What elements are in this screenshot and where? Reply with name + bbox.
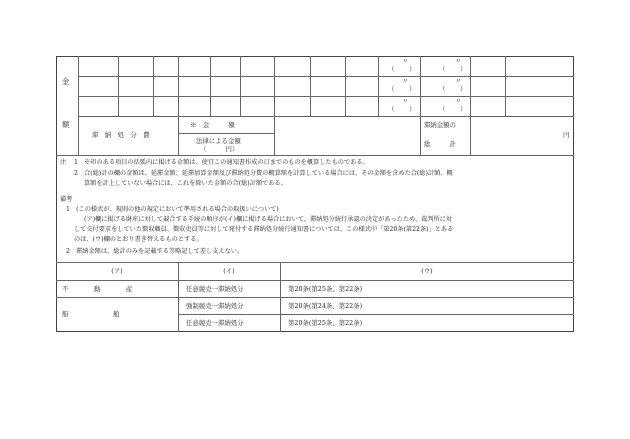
grid-line xyxy=(78,56,79,155)
paren-open: （ xyxy=(388,85,395,93)
grid-line xyxy=(310,56,311,116)
grid-line xyxy=(78,116,574,117)
grid-line xyxy=(118,56,119,116)
header-a: (ア) xyxy=(111,267,123,275)
grid-line xyxy=(56,297,574,298)
ditto-mark: 〃 xyxy=(402,57,409,65)
paren-close: ） xyxy=(409,85,416,93)
row3-b: 任意競売一滞納処分 xyxy=(186,319,244,327)
label-gaku: 額 xyxy=(62,120,70,129)
ship-label: 船 舶 xyxy=(62,310,120,318)
remark-1: 1 (この様式が、規則の他の規定において準用される場合の取扱いについて) xyxy=(66,206,279,213)
kome-kingaku: ※ 金 額 xyxy=(190,121,235,129)
row1-a: 不 動 産 xyxy=(62,285,133,293)
paren-close: ） xyxy=(460,105,467,113)
header-c: (ウ) xyxy=(421,267,433,275)
remark-1c: のは、(ウ)欄のとおり書き替えるものとする。 xyxy=(74,236,203,243)
bikou-head: 備考 xyxy=(60,196,73,203)
ditto-mark: 〃 xyxy=(455,77,462,85)
note-2b: 算額を計上していない場合には、これを除いた金額の合(総)計額である。 xyxy=(84,180,287,187)
row1-b: 任意競売一滞納処分 xyxy=(186,285,244,293)
grid-line xyxy=(378,56,379,116)
chu-head: 注 xyxy=(60,159,67,166)
grid-line xyxy=(240,56,241,116)
remark-1b: して交付要求をしていた徴収職員、徴収吏員等に対して発付する滞納処分続行通知書については、この様式中「第20条(第22条)」とある xyxy=(74,226,454,233)
paren-open: （ xyxy=(439,105,446,113)
paren-open: （ xyxy=(439,85,446,93)
remark-1a: (ア)欄に掲げる財産に対して競合する手続の順序が(イ)欄に掲げる場合において、滞納処分続行承認の決定があったため、裁判所に対 xyxy=(84,216,453,223)
ditto-mark: 〃 xyxy=(402,77,409,85)
grid-line xyxy=(56,280,574,281)
grid-line xyxy=(178,314,574,315)
en-paren: （ 円） xyxy=(200,145,239,153)
row2-c: 第20条(第24条、第22条) xyxy=(288,302,363,310)
taino-kingaku-label: 滞納金額の xyxy=(424,121,456,129)
header-b: (イ) xyxy=(223,267,235,275)
remark-2: 2 滞納金額は、総計のみを記載する等略記して差し支えない。 xyxy=(66,248,244,255)
paren-open: （ xyxy=(439,65,446,73)
grid-line xyxy=(505,56,506,116)
paren-close: ） xyxy=(409,65,416,73)
paren-open: （ xyxy=(388,65,395,73)
row1-c: 第20条(第25条、第22条) xyxy=(288,285,363,293)
paren-close: ） xyxy=(409,105,416,113)
note-1: 1 ※印のある項目の括弧内に掲げる金額は、使宜この通知書作成の日までのものを概算したものである。 xyxy=(74,159,369,166)
grid-line xyxy=(153,56,154,116)
ditto-mark: 〃 xyxy=(402,97,409,105)
row2-b: 強制競売一滞納処分 xyxy=(186,302,244,310)
grid-line xyxy=(420,56,421,155)
houritsu-label: 法律による金額 xyxy=(196,137,241,145)
grid-line xyxy=(178,56,179,155)
grid-line xyxy=(345,56,346,116)
grid-line xyxy=(210,56,211,116)
yen-label: 円 xyxy=(563,131,570,139)
grid-line xyxy=(56,262,574,263)
paren-open: （ xyxy=(388,105,395,113)
grid-line xyxy=(274,56,275,155)
note-2a: 2 合(総)計の欄の金額は、延滞金額、延滞加算金額及び滞納処分費の概算額を計算している場合には、その金額を含めた合(総)計額、概 xyxy=(74,170,453,177)
grid-line xyxy=(178,133,274,134)
paren-close: ） xyxy=(460,85,467,93)
ditto-mark: 〃 xyxy=(455,97,462,105)
fee-label: 滞 納 処 分 費 xyxy=(92,131,150,139)
grid-line xyxy=(470,56,471,155)
label-kin: 金 xyxy=(62,77,70,86)
grid-line xyxy=(56,155,574,156)
soukei-label: 総 計 xyxy=(424,140,456,148)
row3-c: 第20条(第25条、第22条) xyxy=(288,319,363,327)
paren-close: ） xyxy=(460,65,467,73)
ditto-mark: 〃 xyxy=(455,57,462,65)
